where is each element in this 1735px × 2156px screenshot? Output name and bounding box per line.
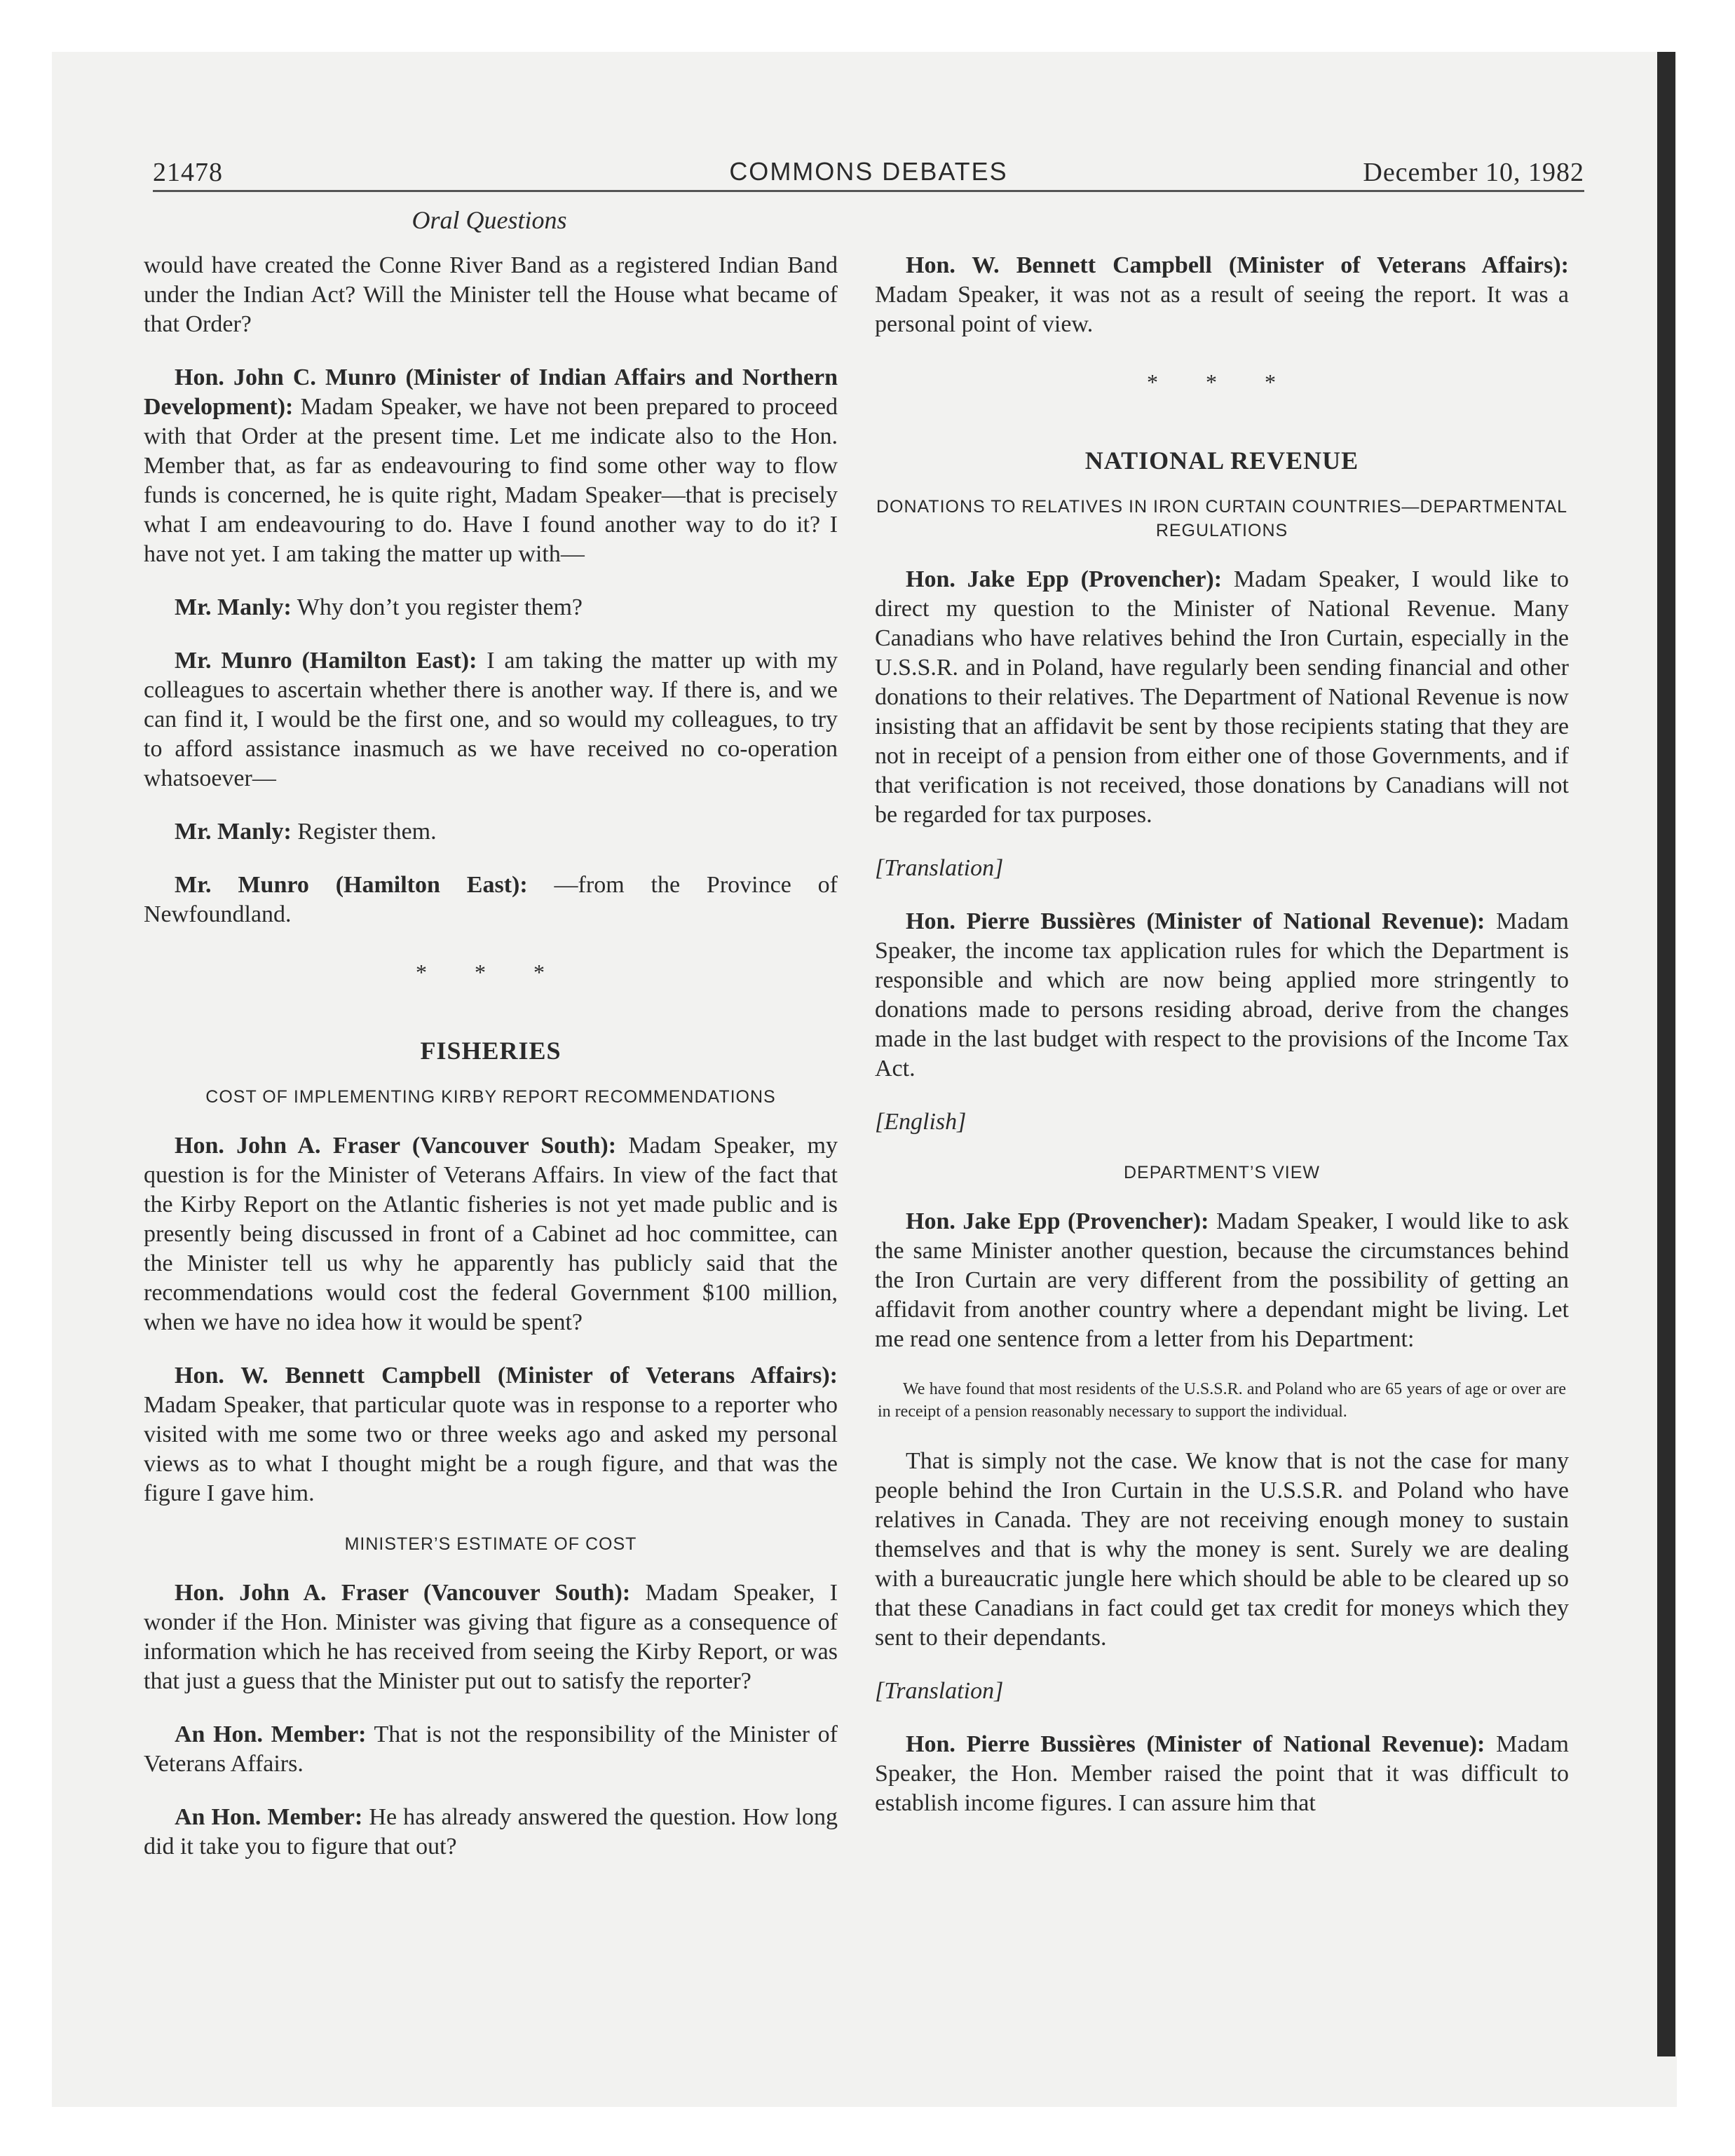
subheading: DEPARTMENT’S VIEW <box>1124 1163 1320 1182</box>
speech <box>875 907 1569 1084</box>
speaker-name: Mr. Munro (Hamilton East): <box>175 872 528 898</box>
language-tag: [Translation] <box>875 855 1004 881</box>
speech <box>144 1578 838 1696</box>
language-tag: [English] <box>875 1109 967 1135</box>
section-divider-stars: * * * <box>1147 369 1297 395</box>
speaker-name: Hon. W. Bennett Campbell (Minister of Veterans Affairs): <box>175 1363 838 1389</box>
block-quote: We have found that most residents of the U.S.S.R. and Poland who are 65 years of age or over are in receipt of a pension reasonably necessary to support the individual. <box>878 1380 1566 1421</box>
speech-text: Madam Speaker, the Hon. Member raised the point that it was difficult to establish income figures. I can assure him that <box>875 1731 1569 1816</box>
speech <box>875 251 1569 339</box>
left-column <box>144 251 838 1885</box>
publication-date: December 10, 1982 <box>1363 158 1584 187</box>
speaker-name: Mr. Munro (Hamilton East): <box>175 648 477 674</box>
speech <box>144 1803 838 1862</box>
speech <box>875 565 1569 830</box>
section-heading: FISHERIES <box>420 1037 562 1065</box>
speech-text: That is not the responsibility of the Minister of Veterans Affairs. <box>144 1721 838 1777</box>
speaker-name: Mr. Manly: <box>175 819 292 845</box>
speaker-name: Hon. Pierre Bussières (Minister of National Revenue): <box>906 1731 1485 1757</box>
speech-text: He has already answered the question. How long did it take you to figure that out? <box>144 1804 838 1860</box>
paragraph: would have created the Conne River Band as a registered Indian Band under the Indian Act? Will the Minister tell the House what became of that Order? <box>144 252 838 337</box>
subheading: DONATIONS TO RELATIVES IN IRON CURTAIN COUNTRIES—DEPARTMENTAL REGULATIONS <box>876 497 1568 540</box>
speaker-name: An Hon. Member: <box>175 1804 363 1830</box>
paragraph: That is simply not the case. We know that is not the case for many people behind the Iron Curtain in the U.S.S.R. and Poland who have relatives in Canada. They are not receiving enough money to sustain themselves and that is why the money is sent. Surely we are dealing with a bureaucratic jungle here which should be able to be cleared up so that these Canadians in fact could get tax credit for moneys which they sent to their dependants. <box>875 1448 1569 1651</box>
speaker-name: Hon. John C. Munro (Minister of Indian Affairs and Northern Development): <box>144 364 838 420</box>
speaker-name: Hon. Pierre Bussières (Minister of National Revenue): <box>906 908 1485 934</box>
speech <box>875 1207 1569 1354</box>
section-divider-stars: * * * <box>416 960 566 985</box>
speech-text: —from the Province of Newfoundland. <box>144 872 838 927</box>
speaker-name: Hon. Jake Epp (Provencher): <box>906 1208 1209 1234</box>
speech <box>144 646 838 793</box>
subheading: MINISTER’S ESTIMATE OF COST <box>344 1534 637 1554</box>
speaker-name: Mr. Manly: <box>175 594 292 620</box>
speech-text: I am taking the matter up with my colleagues to ascertain whether there is another way. If there is, and we can find it, I would be the first one, and so would my colleagues, to try to afford assistance inasmuch as we have received no co-operation whatsoever— <box>144 648 838 791</box>
speech-text: Why don’t you register them? <box>291 594 583 620</box>
speech-text: Madam Speaker, I wonder if the Hon. Minister was giving that figure as a consequence of information which he has received from seeing the Kirby Report, or was that just a guess that the Minister put out to satisfy the reporter? <box>144 1580 838 1694</box>
subheading: COST OF IMPLEMENTING KIRBY REPORT RECOMMENDATIONS <box>205 1087 776 1107</box>
speech-text: Madam Speaker, that particular quote was in response to a reporter who visited with me some two or three weeks ago and asked my personal views as to what I thought might be a rough figure, and that was the figure I gave him. <box>144 1392 838 1506</box>
speech <box>144 1361 838 1508</box>
speech-text: Madam Speaker, my question is for the Minister of Veterans Affairs. In view of the fact that the Kirby Report on the Atlantic fisheries is not yet made public and is presently being discussed in front of a Cabinet ad hoc committee, can the Minister tell us why he apparently has publicly said that the recommendations would cost the federal Government $100 million, when we have no idea how it would be spent? <box>144 1133 838 1335</box>
speech-text: Madam Speaker, it was not as a result of seeing the report. It was a personal point of view. <box>875 282 1569 337</box>
speech <box>144 593 838 622</box>
speaker-name: Hon. John A. Fraser (Vancouver South): <box>175 1580 631 1606</box>
header-rule <box>153 190 1584 192</box>
speaker-name: Hon. Jake Epp (Provencher): <box>906 566 1223 592</box>
section-label: Oral Questions <box>411 206 567 234</box>
page-number: 21478 <box>153 158 223 187</box>
speech <box>144 1720 838 1779</box>
page-header <box>153 157 1584 193</box>
language-tag: [Translation] <box>875 1678 1004 1704</box>
speaker-name: Hon. W. Bennett Campbell (Minister of Veterans Affairs): <box>906 252 1569 278</box>
section-heading: NATIONAL REVENUE <box>1084 446 1359 475</box>
speech-text: Register them. <box>291 819 437 845</box>
speech <box>144 817 838 847</box>
speech-text: Madam Speaker, I would like to ask the same Minister another question, because the circumstances behind the Iron Curtain are very different from the possibility of getting an affidavit from another country where a dependant might be living. Let me read one sentence from a letter from his Department: <box>875 1208 1569 1352</box>
right-column <box>875 251 1569 1842</box>
speech <box>144 1131 838 1337</box>
publication-title: COMMONS DEBATES <box>729 157 1008 186</box>
speech-text: Madam Speaker, I would like to direct my question to the Minister of National Revenue. Many Canadians who have relatives behind the Iron Curtain, especially in the U.S.S.R. and in Poland, have regularly been sending financial and other donations to their relatives. The Department of National Revenue is now insisting that an affidavit be sent by those recipients stating that they are not in receipt of a pension from either one of those Governments, and if that verification is not received, those donations by Canadians will not be regarded for tax purposes. <box>875 566 1569 828</box>
speech-text: Madam Speaker, we have not been prepared to proceed with that Order at the present time. Let me indicate also to the Hon. Member that, as far as endeavouring to find some other way to flow funds is concerned, he is quite right, Madam Speaker—that is precisely what I am endeavouring to do. Have I found another way to do it? I have not yet. I am taking the matter up with— <box>144 394 838 567</box>
speech <box>875 1730 1569 1818</box>
speaker-name: Hon. John A. Fraser (Vancouver South): <box>175 1133 617 1159</box>
speech <box>144 871 838 929</box>
speech <box>144 363 838 569</box>
speech-text: Madam Speaker, the income tax application rules for which the Department is responsible and which are now being applied more stringently to donations made to persons residing abroad, derive from the changes made in the last budget with respect to the provisions of the Income Tax Act. <box>875 908 1569 1082</box>
speaker-name: An Hon. Member: <box>175 1721 367 1747</box>
